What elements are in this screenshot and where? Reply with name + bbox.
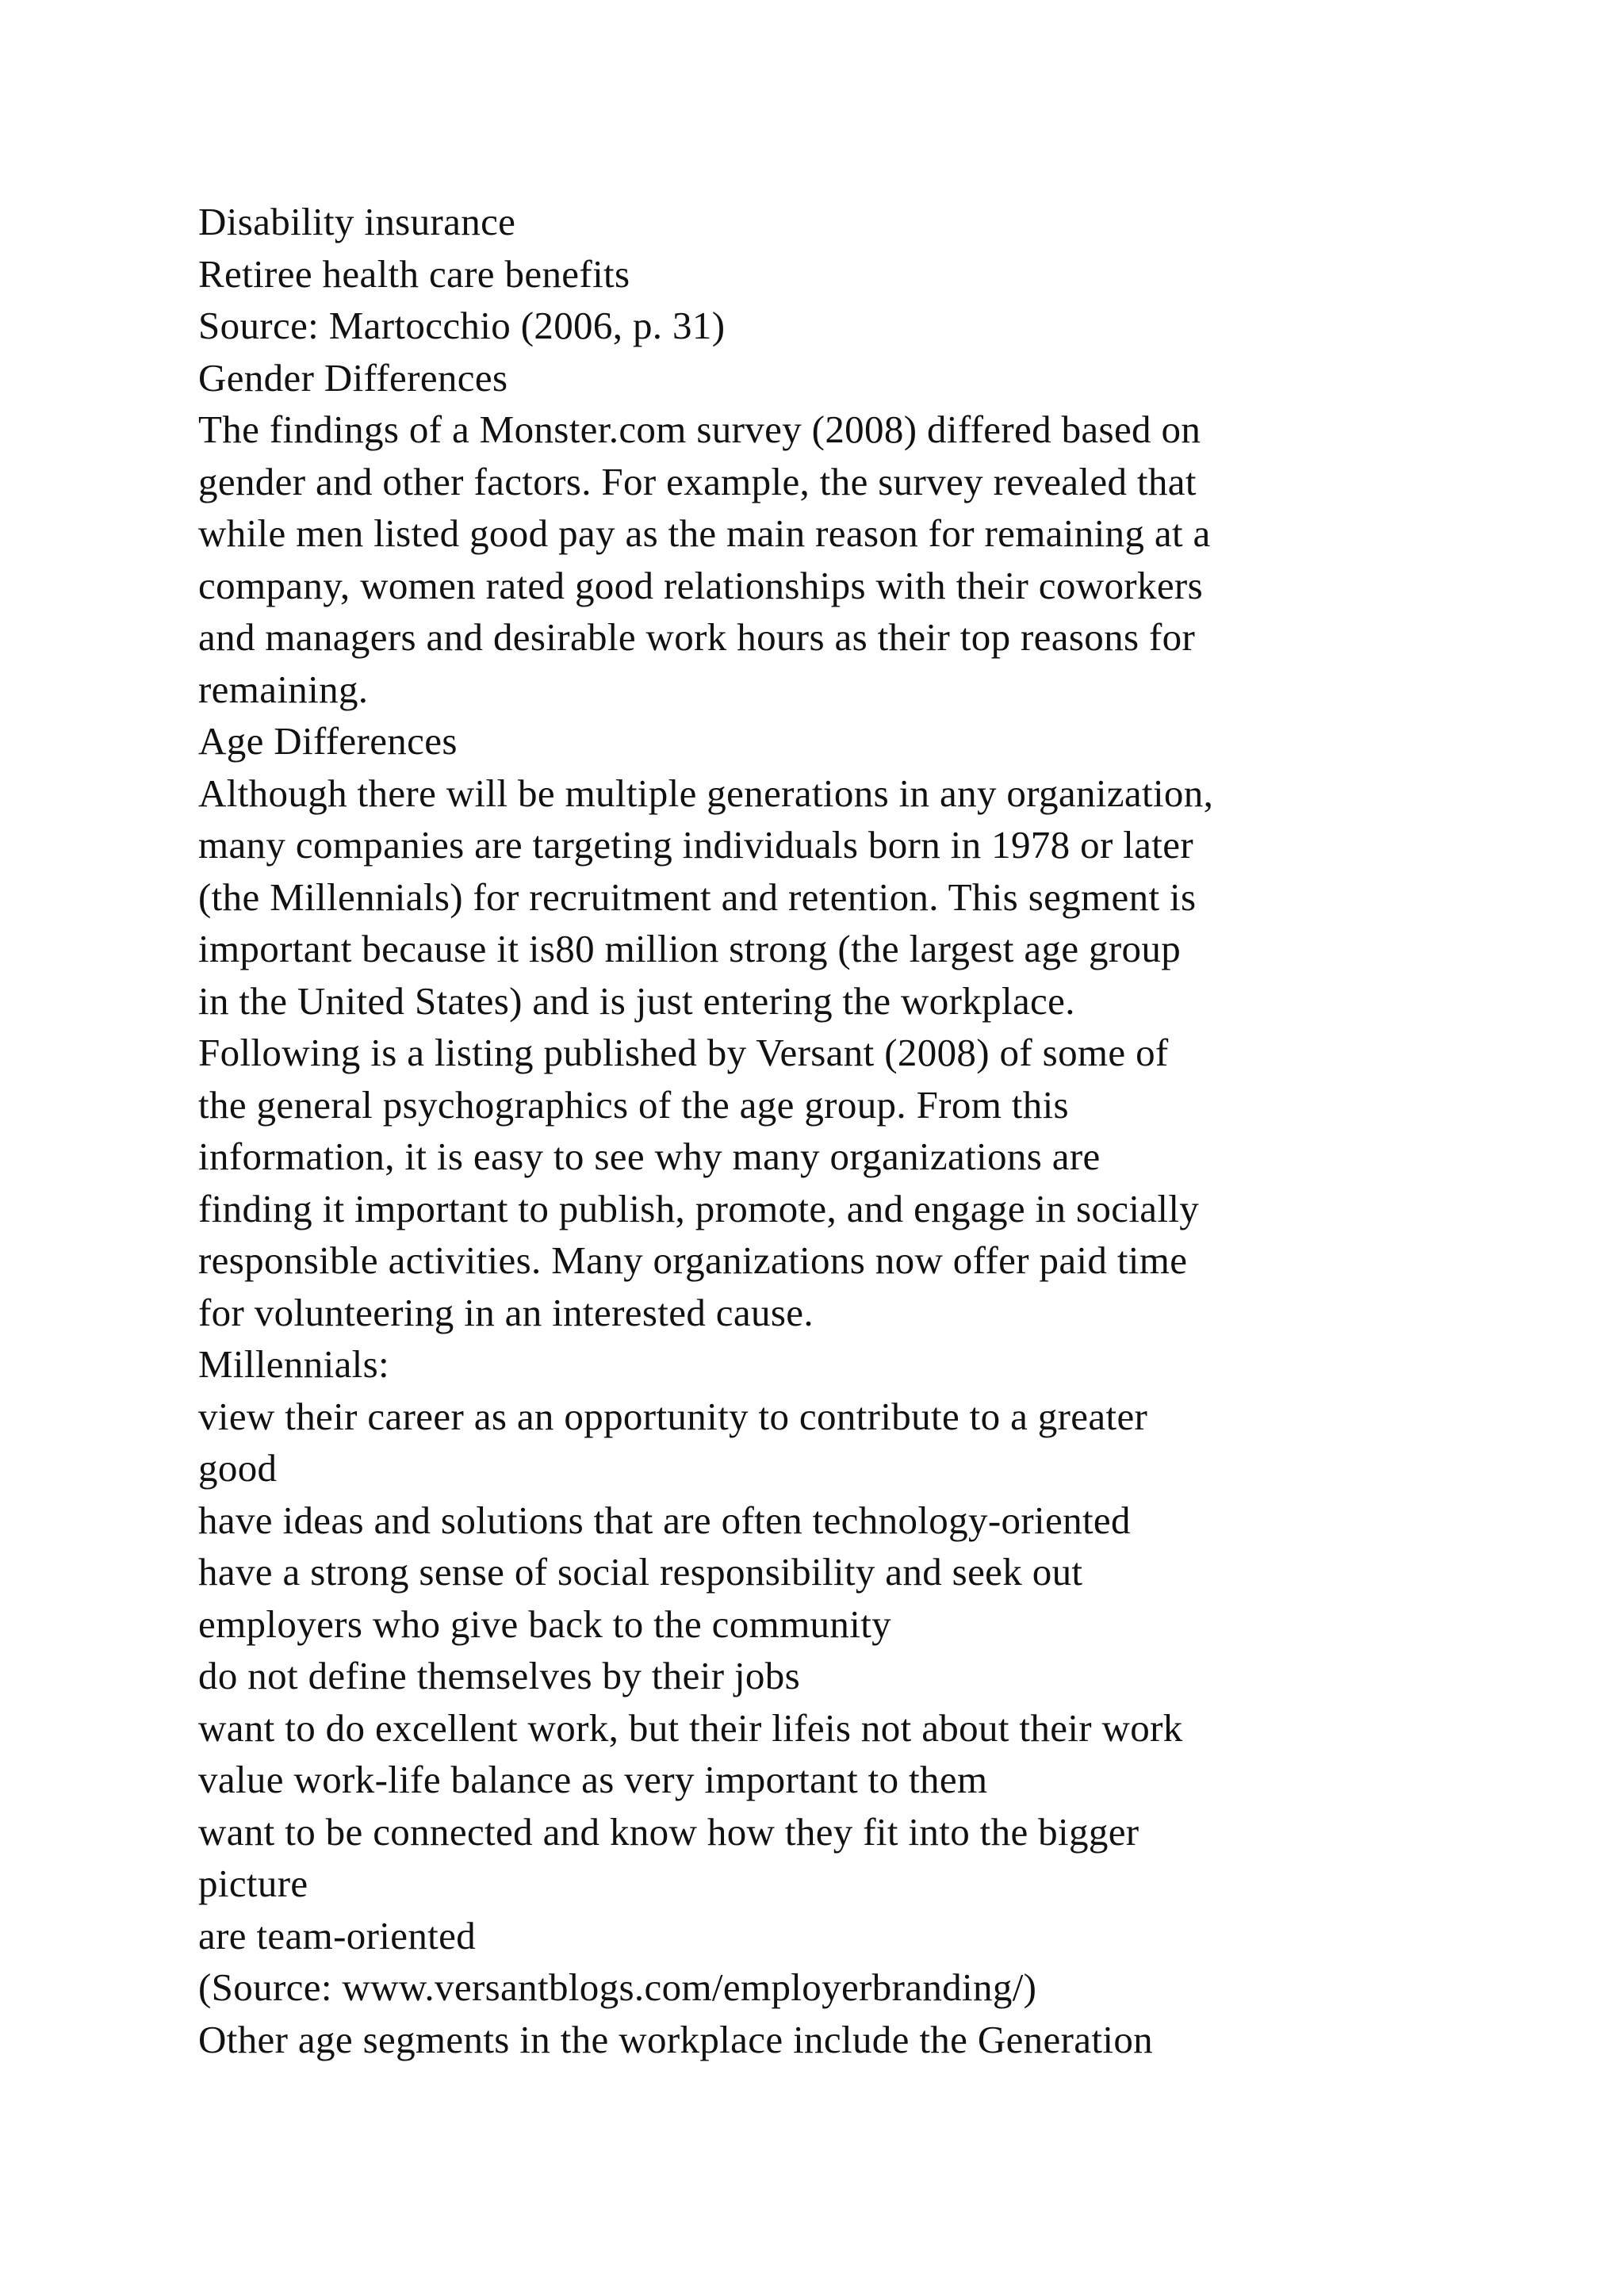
source-citation: (Source: www.versantblogs.com/employerbranding/) xyxy=(198,1965,1037,2009)
list-item-line: have ideas and solutions that are often technology-oriented xyxy=(198,1498,1131,1542)
text-line: Source: Martocchio (2006, p. 31) xyxy=(198,304,726,347)
list-item-line: want to do excellent work, but their lifeis not about their work xyxy=(198,1705,1183,1750)
list-item-line: are team-oriented xyxy=(198,1913,477,1957)
text-line: while men listed good pay as the main reason for remaining at a xyxy=(198,511,1211,555)
list-item-line: value work-life balance as very important to them xyxy=(198,1758,988,1801)
section-heading-age-differences: Age Differences xyxy=(198,719,458,763)
text-line: Although there will be multiple generations in any organization, xyxy=(198,771,1214,815)
list-item-line: view their career as an opportunity to contribute to a greater xyxy=(198,1394,1148,1438)
text-line: in the United States) and is just entering the workplace. xyxy=(198,978,1075,1023)
text-line: many companies are targeting individuals born in 1978 or later xyxy=(198,823,1194,867)
list-item-line: picture xyxy=(198,1862,308,1905)
text-line: responsible activities. Many organizations now offer paid time xyxy=(198,1238,1188,1282)
text-line: company, women rated good relationships with their coworkers xyxy=(198,563,1204,607)
list-item-line: have a strong sense of social responsibility and seek out xyxy=(198,1550,1083,1594)
list-item-line: want to be connected and know how they fit into the bigger xyxy=(198,1809,1139,1854)
list-item-line: good xyxy=(198,1446,278,1490)
text-line: The findings of a Monster.com survey (2008) differed based on xyxy=(198,408,1201,451)
list-heading-millennials: Millennials: xyxy=(198,1342,390,1386)
text-line: Retiree health care benefits xyxy=(198,251,630,296)
text-line: (the Millennials) for recruitment and retention. This segment is xyxy=(198,874,1197,919)
text-line: and managers and desirable work hours as their top reasons for xyxy=(198,615,1196,659)
text-line: Disability insurance xyxy=(198,200,516,243)
document-body xyxy=(198,196,1467,2065)
text-line: information, it is easy to see why many organizations are xyxy=(198,1135,1101,1178)
text-line: gender and other factors. For example, the survey revealed that xyxy=(198,459,1197,503)
text-line: finding it important to publish, promote, and engage in socially xyxy=(198,1186,1200,1230)
text-line: Other age segments in the workplace include the Generation xyxy=(198,2017,1154,2061)
list-item-line: do not define themselves by their jobs xyxy=(198,1654,801,1697)
text-line: remaining. xyxy=(198,667,369,711)
list-item-line: employers who give back to the community xyxy=(198,1601,892,1646)
section-heading-gender-differences: Gender Differences xyxy=(198,355,508,400)
text-line: the general psychographics of the age group. From this xyxy=(198,1082,1069,1127)
text-line: Following is a listing published by Versant (2008) of some of xyxy=(198,1031,1169,1074)
text-line: for volunteering in an interested cause. xyxy=(198,1290,814,1334)
text-line: important because it is80 million strong (the largest age group xyxy=(198,927,1182,970)
